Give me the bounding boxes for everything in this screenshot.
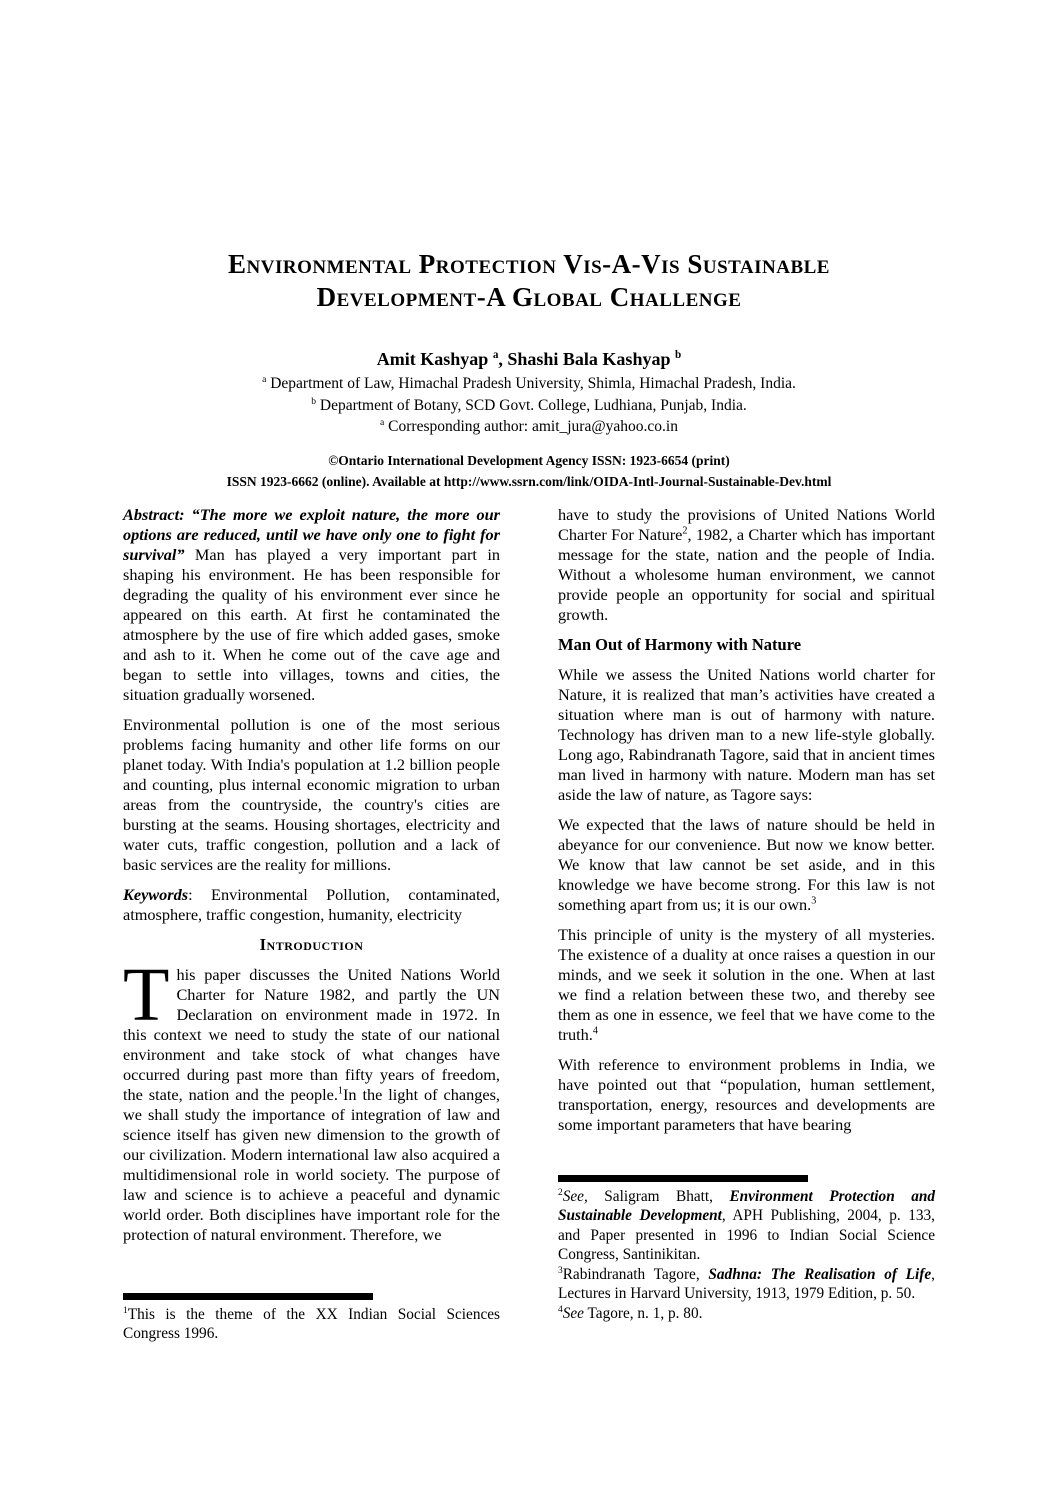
footnote-2-see: See, (562, 1187, 588, 1205)
body-paragraph-5: With reference to environment problems in India, we have pointed out that “population, human settlement, transportation, energy, resources and developments are some important parameters that have bearing (558, 1054, 935, 1134)
paper-title-line-2: Development-A Global Challenge (316, 282, 742, 312)
body-paragraph-2: While we assess the United Nations world charter for Nature, it is realized that man’s activities have created a situation where man is out of harmony with nature. Technology has driven man to a new life-style globally. Long ago, Rabindranath Tagore, said that in ancient times man lived in harmony with nature. Modern man has set aside the law of nature, as Tagore says: (558, 664, 935, 804)
right-column (558, 505, 935, 1497)
footnote-ref-2: 2 (682, 525, 688, 537)
tagore-quote-1-text: We expected that the laws of nature should be held in abeyance for our convenience. But now we know better. We know that law cannot be set aside, and in this knowledge we have become strong. For this law is not something apart from us; it is our own. (558, 814, 935, 914)
affiliations-block (123, 373, 935, 438)
abstract-paragraph-2: Environmental pollution is one of the most serious problems facing humanity and other life forms on our planet today. With India's population at 1.2 billion people and counting, plus internal economic migration to urban areas from the countryside, the country's cities are bursting at the seams. Housing shortages, electricity and water cuts, traffic congestion, pollution and a lack of basic services are the reality for millions. (123, 714, 500, 874)
imprint-line-1: ©Ontario International Development Agency ISSN: 1923-6654 (print) (328, 452, 730, 468)
footnote-separator-right (558, 1175, 808, 1182)
footnote-ref-4: 4 (592, 1025, 598, 1037)
author-1-affiliation-mark: a (492, 349, 499, 361)
imprint-line-2: ISSN 1923-6662 (online). Available at http://www.ssrn.com/link/OIDA-Intl-Journal-Sustainable-Dev.html (226, 473, 832, 489)
footnote-4-see: See (562, 1304, 584, 1322)
affiliation-line-1 (123, 373, 935, 395)
tagore-quote-1 (558, 815, 935, 915)
body-columns (123, 505, 935, 1497)
introduction-heading: Introduction (259, 934, 364, 954)
affiliation-1-text: Department of Law, Himachal Pradesh University, Shimla, Himachal Pradesh, India. (266, 375, 796, 392)
author-2-affiliation-mark: b (674, 349, 682, 361)
authors-separator: , (498, 349, 508, 369)
affiliation-2-mark: b (311, 395, 316, 407)
introduction-text-1: his paper discusses the United Nations World Charter for Nature 1982, and partly the UN Declaration on environment made in 1972. In this context we need to study the state of our national environment and take stock of what changes have occurred during past more than fifty years of freedom, the state, nation and the people. (123, 964, 500, 1104)
abstract-label: Abstract: (123, 504, 185, 524)
footnote-4 (558, 1304, 935, 1324)
footnote-2-book-title: Environment Protection and Sustainable Development (558, 1187, 935, 1224)
introduction-text-2: In the light of changes, we shall study the importance of integration of law and science itself has given new dimension to the growth of our civilization. Modern international law also acquired a multidimensional role in world society. The purpose of law and science is to achieve a peaceful and dynamic world order. Both disciplines have important role for the protection of natural environment. Therefore, we (123, 1084, 500, 1244)
footnote-2-text-1: Saligram Bhatt, (587, 1187, 730, 1205)
right-footnotes (558, 1175, 935, 1324)
keywords-paragraph (123, 885, 500, 925)
abstract-paragraph (123, 505, 500, 705)
author-2-name: Shashi Bala Kashyap (507, 349, 675, 369)
left-footnotes (123, 1293, 500, 1344)
footnote-separator-left (123, 1293, 373, 1300)
footnote-1-text: This is the theme of the XX Indian Social Sciences Congress 1996. (123, 1305, 500, 1342)
keywords-label: Keywords (123, 884, 189, 904)
body-paragraph-1 (558, 505, 935, 625)
authors-line (123, 347, 935, 371)
introduction-paragraph (123, 952, 500, 1245)
author-1-name: Amit Kashyap (376, 349, 493, 369)
footnote-3-text-1: Rabindranath Tagore, (562, 1265, 709, 1283)
abstract-text: Man has played a very important part in shaping his environment. He has been responsible for degrading the quality of his environment ever since he appeared on this earth. At first he contaminated the atmosphere by the use of fire which added gases, smoke and ash to it. When he come out of the cave age and began to settle into villages, towns and cities, the situation gradually worsened. (123, 544, 500, 704)
footnote-4-mark: 4 (558, 1304, 563, 1315)
footnote-1-mark: 1 (123, 1305, 128, 1316)
footnote-3-book-title: Sadhna: The Realisation of Life (708, 1265, 932, 1283)
footnote-ref-3: 3 (811, 895, 817, 907)
footnote-3 (558, 1265, 935, 1304)
corresponding-author-line (123, 416, 935, 438)
body-paragraph-1-text-2: , 1982, a Charter which has important message for the state, nation and the people of India. Without a wholesome human environment, we cannot provide people an opportunity for social and spiritual growth. (558, 524, 936, 624)
imprint-block (123, 450, 935, 492)
affiliation-line-2 (123, 395, 935, 417)
footnote-3-mark: 3 (558, 1265, 563, 1276)
corresponding-author-text: Corresponding author: amit_jura@yahoo.co.in (384, 418, 678, 435)
abstract-quote: “The more we exploit nature, the more our options are reduced, until we have only one to fight for survival” (123, 504, 500, 564)
keywords-text: : Environmental Pollution, contaminated, atmosphere, traffic congestion, humanity, electricity (123, 884, 500, 924)
footnote-2-mark: 2 (558, 1187, 563, 1198)
footnote-ref-1: 1 (337, 1085, 343, 1097)
affiliation-1-mark: a (262, 373, 267, 385)
left-column (123, 505, 500, 1497)
body-paragraph-1-text-1: have to study the provisions of United Nations World Charter For Nature (558, 504, 935, 544)
corresponding-author-mark: a (380, 416, 385, 428)
paper-title-line-1: Environmental Protection Vis-A-Vis Sustainable (228, 249, 830, 279)
drop-cap: T (123, 952, 170, 1037)
footnote-2 (558, 1187, 935, 1265)
section-heading-harmony: Man Out of Harmony with Nature (558, 634, 802, 654)
footnote-4-text: Tagore, n. 1, p. 80. (583, 1304, 703, 1322)
tagore-quote-2 (558, 925, 935, 1045)
footnote-3-text-2: , Lectures in Harvard University, 1913, 1979 Edition, p. 50. (558, 1265, 935, 1302)
tagore-quote-2-text: This principle of unity is the mystery of all mysteries. The existence of a duality at once raises a question in our minds, and we seek it solution in the one. When at last we find a relation between these two, and thereby see them as one in essence, we feel that we have come to the truth. (558, 924, 935, 1044)
footnote-2-text-2: , APH Publishing, 2004, p. 133, and Paper presented in 1996 to Indian Social Science Congress, Santinikitan. (558, 1207, 935, 1263)
footnote-1 (123, 1305, 500, 1344)
affiliation-2-text: Department of Botany, SCD Govt. College, Ludhiana, Punjab, India. (316, 396, 747, 414)
